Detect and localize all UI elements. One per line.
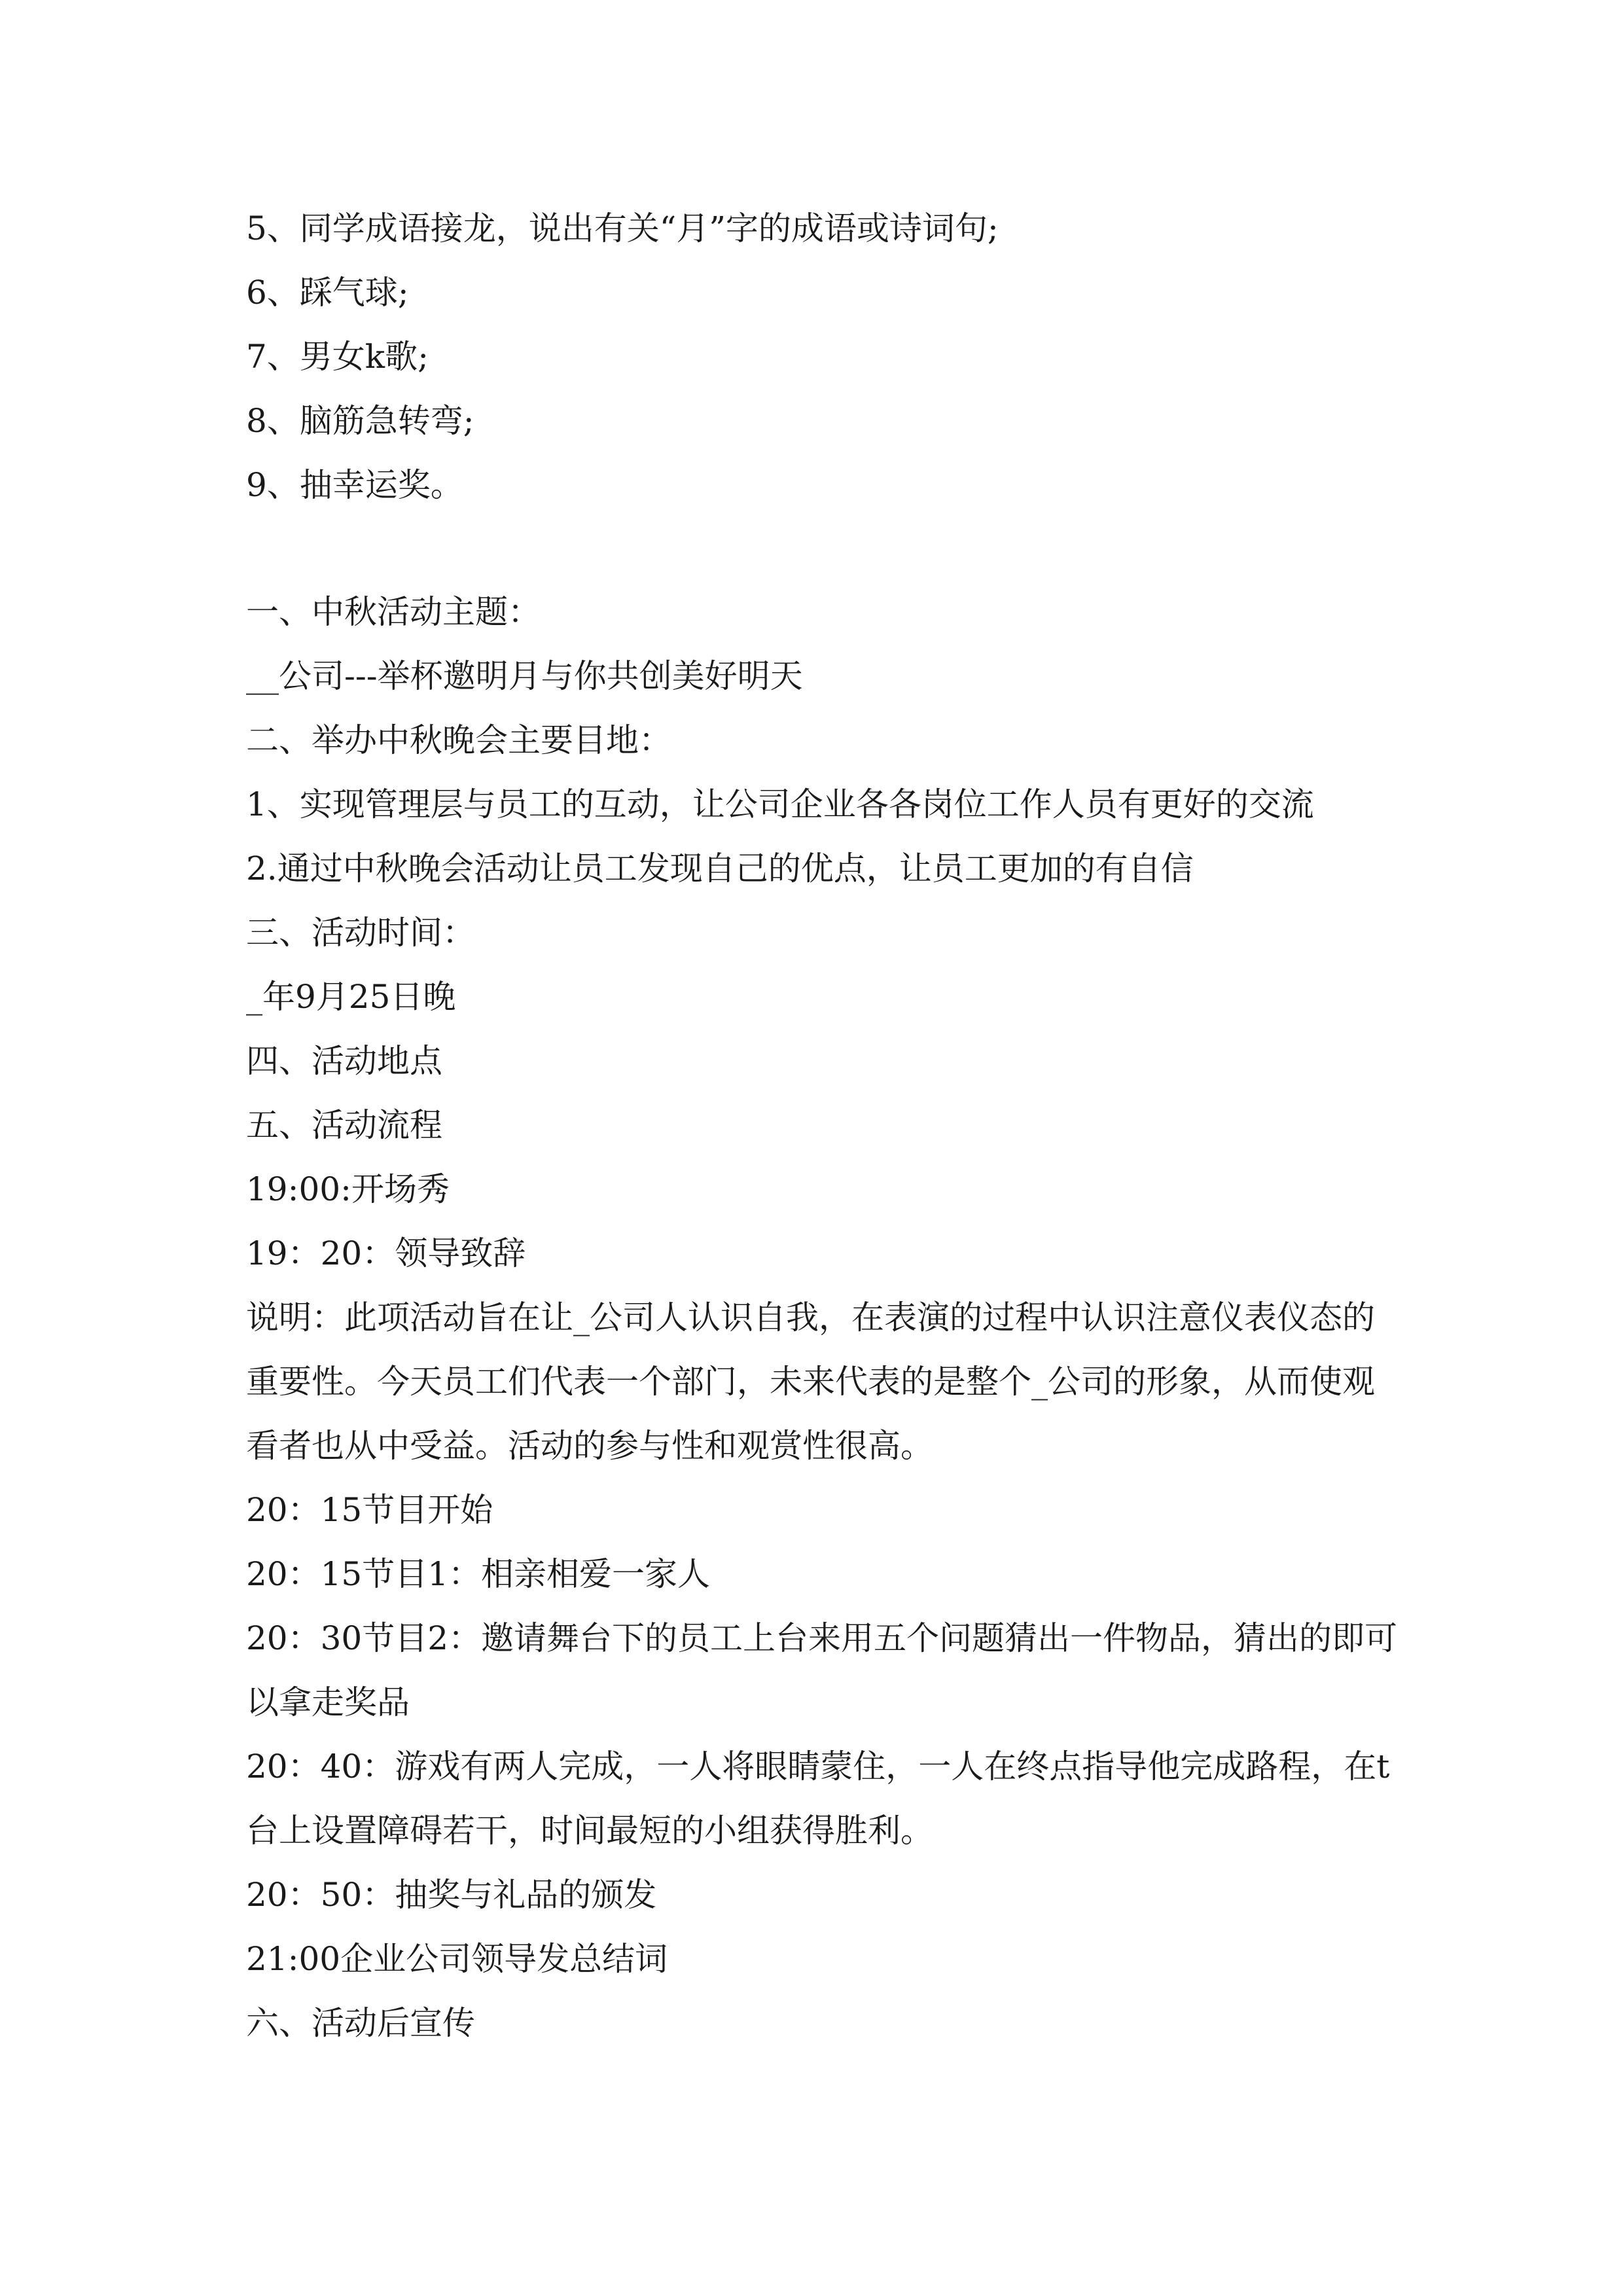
explanation-line: 看者也从中受益。活动的参与性和观赏性很高。 [246, 1427, 933, 1465]
section-heading-location: 四、活动地点 [246, 1042, 442, 1080]
time-text: _年9月25日晚 [246, 978, 456, 1016]
schedule-item: 20：15节目开始 [246, 1491, 493, 1529]
list-item: 8、脑筋急转弯; [246, 402, 474, 440]
theme-text: __公司---举杯邀明月与你共创美好明天 [246, 657, 803, 695]
schedule-item-continuation: 以拿走奖品 [246, 1683, 410, 1721]
schedule-item: 19:00:开场秀 [246, 1170, 450, 1208]
schedule-item: 19：20：领导致辞 [246, 1234, 526, 1272]
explanation-line: 说明：此项活动旨在让_公司人认识自我，在表演的过程中认识注意仪表仪态的 [246, 1299, 1375, 1336]
section-heading-time: 三、活动时间： [246, 914, 475, 952]
schedule-item: 20：30节目2：邀请舞台下的员工上台来用五个问题猜出一件物品，猜出的即可 [246, 1619, 1398, 1657]
list-item: 7、男女k歌; [246, 338, 429, 376]
list-item: 6、踩气球; [246, 274, 409, 312]
list-item: 5、同学成语接龙，说出有关“月”字的成语或诗词句; [246, 209, 999, 247]
section-heading-theme: 一、中秋活动主题： [246, 593, 541, 631]
schedule-item: 20：15节目1：相亲相爱一家人 [246, 1555, 711, 1593]
purpose-item: 2.通过中秋晚会活动让员工发现自己的优点，让员工更加的有自信 [246, 850, 1194, 888]
explanation-line: 重要性。今天员工们代表一个部门，未来代表的是整个_公司的形象，从而使观 [246, 1363, 1375, 1401]
schedule-item: 20：40：游戏有两人完成，一人将眼睛蒙住，一人在终点指导他完成路程，在t [246, 1748, 1390, 1785]
schedule-item: 21:00企业公司领导发总结词 [246, 1940, 668, 1978]
section-gap [246, 517, 1398, 580]
schedule-item: 20：50：抽奖与礼品的颁发 [246, 1876, 657, 1914]
list-item: 9、抽幸运奖。 [246, 466, 463, 504]
document-body [246, 196, 1398, 2055]
section-heading-publicity: 六、活动后宣传 [246, 2004, 475, 2042]
schedule-item-continuation: 台上设置障碍若干，时间最短的小组获得胜利。 [246, 1812, 933, 1850]
section-heading-process: 五、活动流程 [246, 1106, 442, 1144]
purpose-item: 1、实现管理层与员工的互动，让公司企业各各岗位工作人员有更好的交流 [246, 785, 1314, 823]
section-heading-purpose: 二、举办中秋晚会主要目地： [246, 721, 671, 759]
